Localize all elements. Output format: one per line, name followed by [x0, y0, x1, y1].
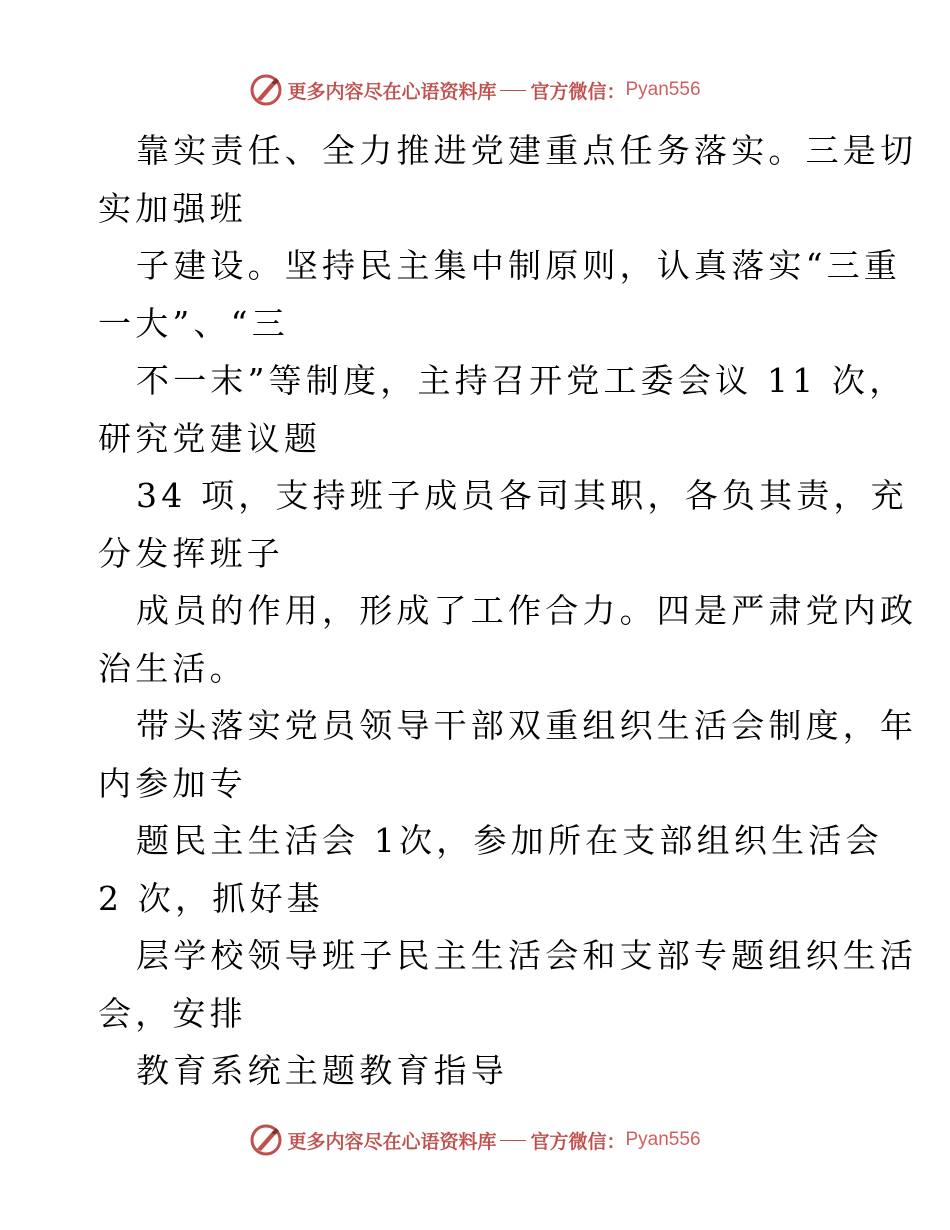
paragraph-line: 实加强班	[98, 188, 247, 228]
paragraph-line: 不一末”等制度，主持召开党工委会议 11 次，	[136, 361, 907, 400]
watermark-brand: Pyan556	[625, 1129, 701, 1150]
paragraph-line: 成员的作用，形成了工作合力。四是严肃党内政	[136, 591, 918, 630]
paragraph-line: 内参加专	[98, 763, 247, 803]
document-body	[98, 122, 918, 1100]
paragraph-line: 教育系统主题教育指导	[136, 1051, 508, 1090]
paragraph-line: 子建设。坚持民主集中制原则，认真落实“三重	[136, 246, 902, 285]
header-watermark	[0, 72, 950, 108]
footer-watermark	[0, 1122, 950, 1158]
pen-logo-icon	[249, 73, 283, 107]
paragraph-line: 34 项，支持班子成员各司其职，各负其责，充	[136, 476, 908, 515]
watermark-tail: 官方微信：	[530, 1130, 626, 1153]
paragraph-line: 治生活。	[98, 648, 247, 688]
paragraph-line: 题民主生活会 1次，参加所在支部组织生活会	[136, 821, 883, 860]
watermark-separator	[500, 1140, 526, 1141]
paragraph-line: 靠实责任、全力推进党建重点任务落实。三是切	[136, 131, 918, 170]
paragraph-line: 分发挥班子	[98, 533, 284, 573]
paragraph-line: 研究党建议题	[98, 418, 322, 458]
watermark-text: 更多内容尽在心语资料库	[287, 1130, 497, 1153]
paragraph-line: 层学校领导班子民主生活会和支部专题组织生活	[136, 936, 918, 975]
watermark-brand: Pyan556	[625, 79, 701, 100]
watermark-tail: 官方微信：	[530, 80, 626, 103]
paragraph-line: 一大”、“三	[98, 303, 289, 343]
pen-logo-icon	[249, 1123, 283, 1157]
paragraph-line: 2 次，抓好基	[98, 878, 324, 918]
watermark-separator	[500, 90, 526, 91]
paragraph-line: 带头落实党员领导干部双重组织生活会制度，年	[136, 706, 918, 745]
watermark-text: 更多内容尽在心语资料库	[287, 80, 497, 103]
paragraph-line: 会，安排	[98, 993, 247, 1033]
